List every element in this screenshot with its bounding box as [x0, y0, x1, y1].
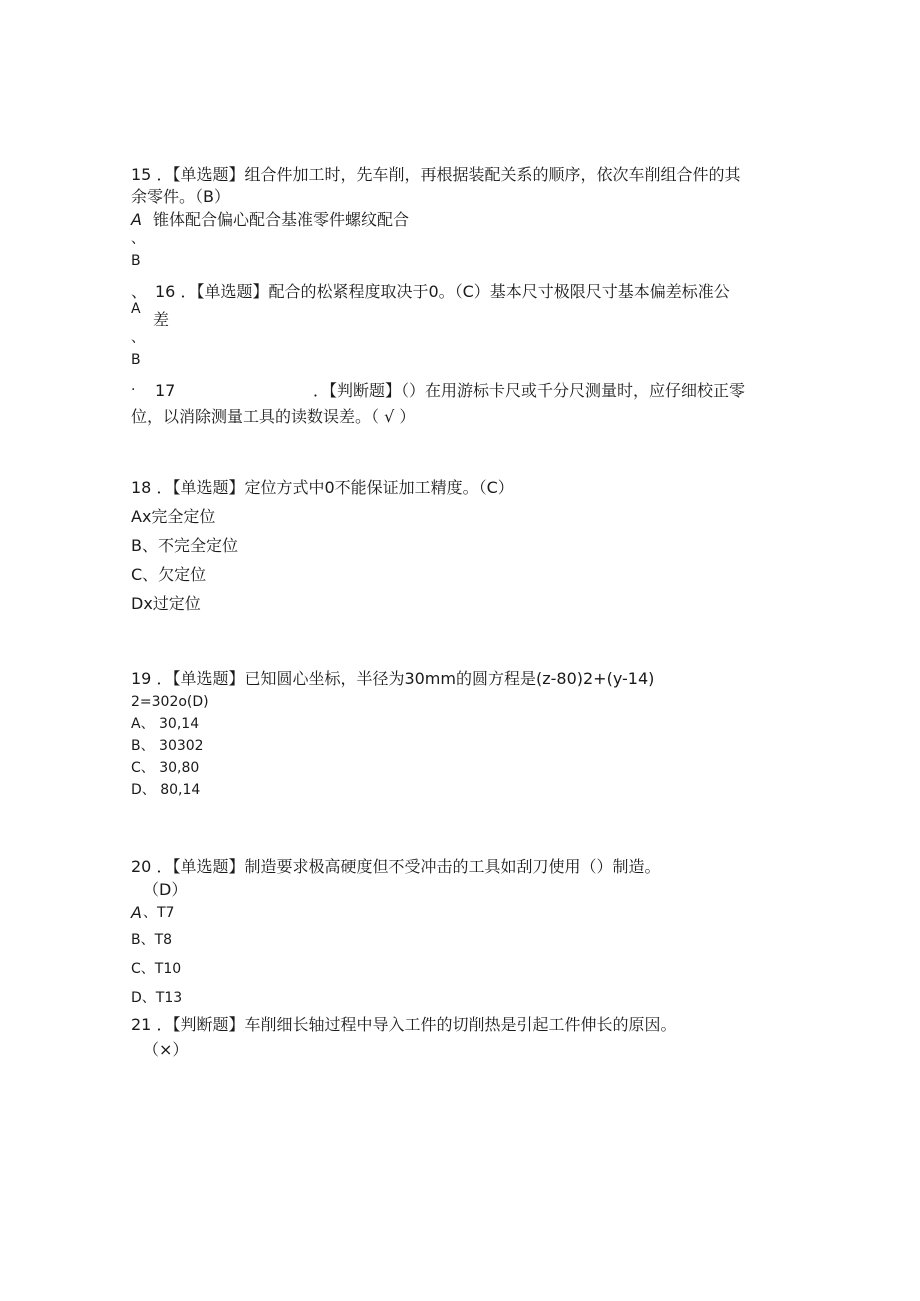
q19-title-line1: 19 ．【单选题】已知圆心坐标，半径为30mm的圆方程是(z-80)2+(y-14): [131, 669, 655, 688]
q19-option-c: C、 30,80: [131, 760, 200, 776]
q19-option-a: A、 30,14: [131, 716, 200, 732]
q18-title: 18 ．【单选题】定位方式中0不能保证加工精度。（C）: [131, 478, 514, 497]
q20-title-line1: 20 ．【单选题】制造要求极高硬度但不受冲击的工具如刮刀使用（）制造。: [131, 857, 661, 876]
q20-option-a-mark: A: [131, 903, 142, 922]
q17-title-line1: ．【判断题】（）在用游标卡尺或千分尺测量时，应仔细校正零: [313, 381, 746, 400]
q18-option-c: C、欠定位: [131, 565, 207, 584]
q15-separator: 、: [131, 231, 145, 247]
q19-option-d: D、 80,14: [131, 782, 201, 798]
q20-option-b: B、T8: [131, 932, 173, 948]
q20-option-c: C、T10: [131, 961, 182, 977]
q19-option-b: B、 30302: [131, 738, 204, 754]
q17-number: 17: [155, 381, 176, 400]
q16-title-line2: 差: [153, 310, 170, 329]
q21-title-line2: （×）: [143, 1040, 189, 1059]
q21-title-line1: 21 ．【判断题】车削细长轴过程中导入工件的切削热是引起工件伸长的原因。: [131, 1015, 677, 1034]
q18-option-a: Ax完全定位: [131, 507, 216, 526]
q16-option-b-mark: B: [131, 352, 141, 368]
q16-lead-mark: 、: [131, 282, 148, 301]
q15-option-a-text: 锥体配合偏心配合基准零件螺纹配合: [153, 210, 410, 229]
q20-option-d: D、T13: [131, 990, 183, 1006]
q19-title-line2: 2=302o(D): [131, 694, 209, 710]
q16-separator: 、: [131, 330, 145, 346]
q16-option-a-mark: A: [131, 301, 141, 317]
q18-option-b: B、不完全定位: [131, 536, 238, 555]
q17-title-line2: 位，以消除测量工具的读数误差。（ √ ）: [131, 407, 416, 426]
q20-option-a-text: 、T7: [143, 905, 175, 921]
q15-title-line1: 15 ．【单选题】组合件加工时，先车削，再根据装配关系的顺序，依次车削组合件的其: [131, 165, 741, 184]
q15-option-b-mark: B: [131, 253, 141, 269]
q18-option-d: Dx过定位: [131, 594, 201, 613]
q15-option-a-mark: A: [131, 210, 142, 229]
q16-title-line1: 16 ．【单选题】配合的松紧程度取决于0。（C）基本尺寸极限尺寸基本偏差标准公: [155, 282, 730, 301]
q17-lead-mark: ·: [131, 382, 136, 398]
q20-title-line2: （D）: [143, 880, 188, 899]
q15-title-line2: 余零件。（B）: [131, 187, 230, 206]
